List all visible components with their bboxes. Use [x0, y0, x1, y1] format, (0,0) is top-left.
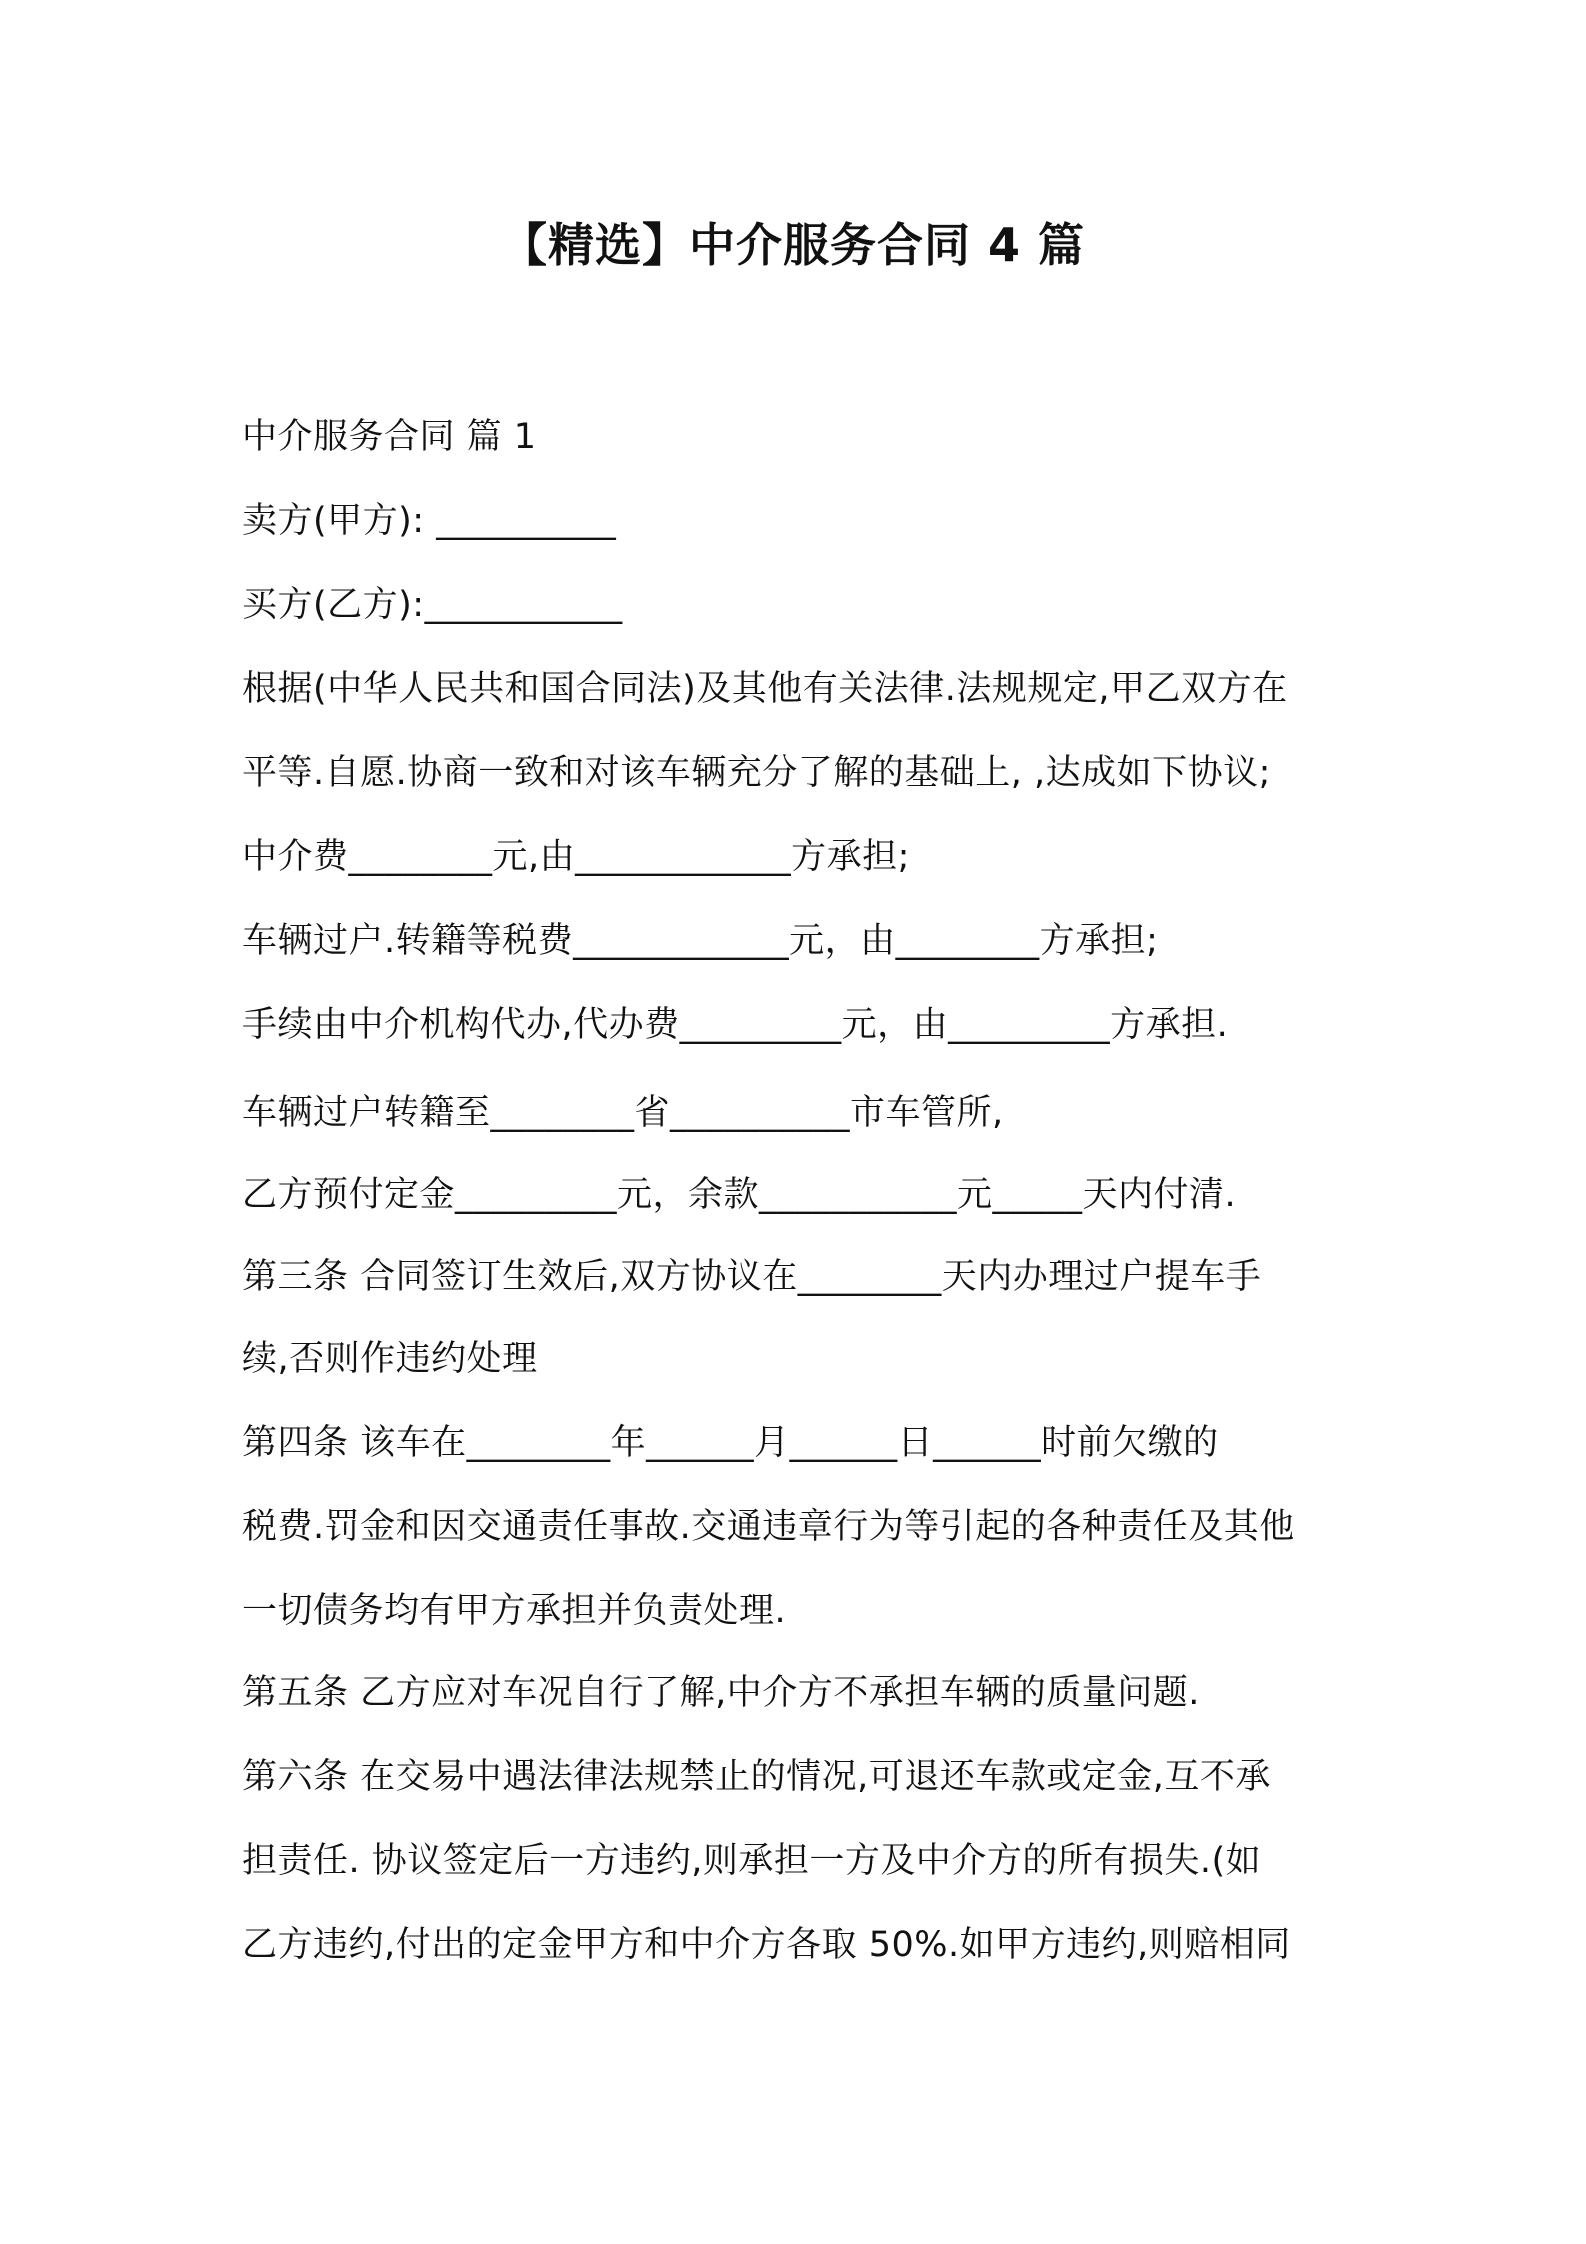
text-line: 车辆过户转籍至________省__________市车管所, — [242, 1093, 1004, 1133]
text-line: 续,否则作违约处理 — [242, 1339, 538, 1379]
text-line: 一切债务均有甲方承担并负责处理. — [242, 1591, 787, 1631]
text-line: 担责任. 协议签定后一方违约,则承担一方及中介方的所有损失.(如 — [242, 1841, 1262, 1881]
text-line: 第五条 乙方应对车况自行了解,中介方不承担车辆的质量问题. — [242, 1673, 1200, 1713]
text-line: 平等.自愿.协商一致和对该车辆充分了解的基础上, ,达成如下协议; — [242, 753, 1271, 793]
text-line: 车辆过户.转籍等税费____________元，由________方承担; — [242, 921, 1159, 961]
text-line: 乙方违约,付出的定金甲方和中介方各取 50%.如甲方违约,则赔相同 — [242, 1925, 1291, 1965]
text-line: 第三条 合同签订生效后,双方协议在________天内办理过户提车手 — [242, 1257, 1262, 1297]
section-heading: 中介服务合同 篇 1 — [242, 417, 537, 457]
text-line: 手续由中介机构代办,代办费_________元，由_________方承担. — [242, 1005, 1229, 1045]
buyer-line: 买方(乙方):___________ — [242, 585, 623, 625]
text-line: 中介费________元,由____________方承担; — [242, 837, 910, 877]
text-line: 根据(中华人民共和国合同法)及其他有关法律.法规规定,甲乙双方在 — [242, 669, 1288, 709]
text-line: 乙方预付定金_________元，余款___________元_____天内付清. — [242, 1175, 1237, 1215]
text-line: 第四条 该车在________年______月______日______时前欠缴的 — [242, 1423, 1219, 1463]
seller-line: 卖方(甲方): __________ — [242, 501, 617, 541]
text-line: 税费.罚金和因交通责任事故.交通违章行为等引起的各种责任及其他 — [242, 1507, 1295, 1547]
document-title: 【精选】中介服务合同 4 篇 — [500, 218, 1086, 272]
text-line: 第六条 在交易中遇法律法规禁止的情况,可退还车款或定金,互不承 — [242, 1757, 1271, 1797]
